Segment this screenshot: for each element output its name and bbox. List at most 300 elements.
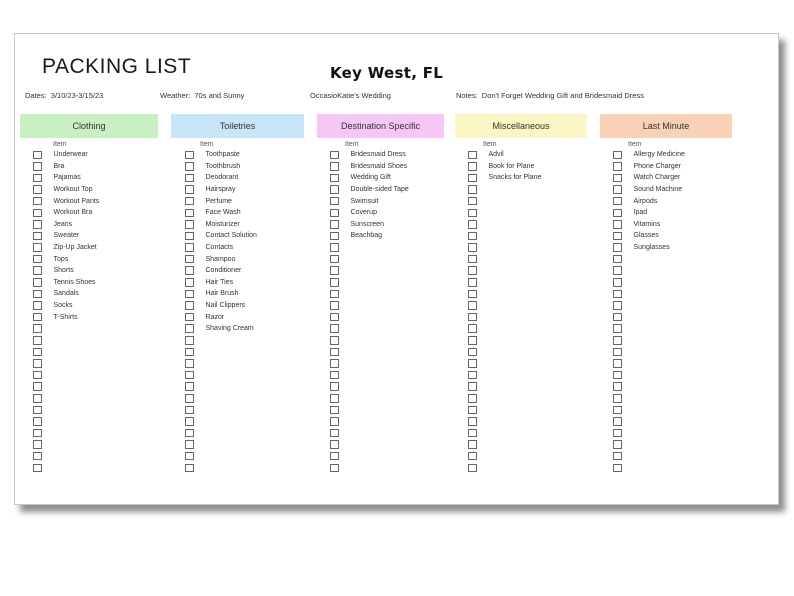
weather-field [160,91,244,100]
checkbox[interactable] [468,417,477,426]
checkbox[interactable] [185,266,194,275]
checkbox[interactable] [330,290,339,299]
item-label: Sunglasses [633,244,670,252]
checkbox[interactable] [33,429,42,438]
checkbox[interactable] [468,464,477,473]
item-label: Shampoo [205,255,236,263]
checkbox[interactable] [468,220,477,229]
checkbox[interactable] [468,394,477,403]
checklist-row [613,358,732,370]
checklist-row [33,219,158,231]
checklist-row [185,265,304,277]
checkbox[interactable] [33,220,42,229]
item-label: Workout Pants [53,197,100,205]
checkbox[interactable] [185,371,194,380]
checkbox[interactable] [468,243,477,252]
item-label: Bra [53,162,65,170]
item-label: Razor [205,313,225,321]
checkbox[interactable] [468,382,477,391]
checklist-row [185,184,304,196]
checkbox[interactable] [330,394,339,403]
checkbox[interactable] [330,452,339,461]
weather-value: 70s and Sunny [194,91,245,100]
checklist-row [330,323,444,335]
checkbox[interactable] [185,313,194,322]
checkbox[interactable] [185,464,194,473]
checkbox[interactable] [185,278,194,287]
checklist-row [330,161,444,173]
checklist-row [330,439,444,451]
checkbox[interactable] [468,324,477,333]
item-label: Vitamins [633,220,661,228]
checkbox[interactable] [613,151,622,160]
column-heading-miscellaneous: Miscellaneous [455,114,587,138]
checkbox[interactable] [33,348,42,357]
checkbox[interactable] [613,174,622,183]
checklist-row [33,439,158,451]
checklist-row [613,184,732,196]
checklist-row [468,462,587,474]
checklist-row [613,392,732,404]
checkbox[interactable] [33,371,42,380]
checklist-row [613,195,732,207]
checklist-row [330,184,444,196]
checklist-row [468,335,587,347]
checklist-row [330,335,444,347]
checkbox[interactable] [330,162,339,171]
checkbox[interactable] [330,209,339,218]
checkbox[interactable] [613,429,622,438]
checkbox[interactable] [468,197,477,206]
checkbox[interactable] [613,452,622,461]
checkbox[interactable] [613,336,622,345]
item-header: Item [345,141,359,148]
checklist-row [468,219,587,231]
item-label: Underwear [53,151,88,159]
checklist-row [33,288,158,300]
checklist-row [330,392,444,404]
checkbox[interactable] [468,209,477,218]
item-label: Allergy Medicine [633,151,685,159]
checklist-row [33,427,158,439]
checklist-row [33,358,158,370]
item-label: Swimsuit [350,197,379,205]
checkbox[interactable] [185,301,194,310]
checkbox[interactable] [468,301,477,310]
checkbox[interactable] [330,417,339,426]
checkbox[interactable] [33,382,42,391]
checkbox[interactable] [33,185,42,194]
checkbox[interactable] [33,151,42,160]
item-label: Ipad [633,209,648,217]
column-toiletries [171,114,304,474]
checklist-row [185,427,304,439]
checklist-row [468,427,587,439]
checkbox[interactable] [330,464,339,473]
checklist-row [468,161,587,173]
checkbox[interactable] [185,185,194,194]
checkbox[interactable] [185,429,194,438]
checkbox[interactable] [613,394,622,403]
checklist-row [330,358,444,370]
checklist-row [185,450,304,462]
checklist-row [613,450,732,462]
checkbox[interactable] [33,324,42,333]
checklist-row [330,149,444,161]
item-label: Face Wash [205,209,241,217]
checkbox[interactable] [33,243,42,252]
checkbox[interactable] [468,371,477,380]
checklist-row [330,462,444,474]
checklist-row [185,381,304,393]
checkbox[interactable] [468,278,477,287]
checkbox[interactable] [613,209,622,218]
checklist-row [613,253,732,265]
checklist-row [33,207,158,219]
column-heading-clothing: Clothing [20,114,158,138]
item-label: Hair Brush [205,290,239,298]
item-label: Pajamas [53,174,81,182]
checklist-row [330,346,444,358]
checklist-row [330,207,444,219]
checklist-row [33,242,158,254]
checkbox[interactable] [613,440,622,449]
checklist-row [185,161,304,173]
checklist-row [613,219,732,231]
checkbox[interactable] [330,371,339,380]
checkbox[interactable] [185,324,194,333]
checklist-row [613,369,732,381]
checkbox[interactable] [185,394,194,403]
checkbox[interactable] [33,197,42,206]
checkbox[interactable] [185,255,194,264]
checkbox[interactable] [468,174,477,183]
checklist-row [33,161,158,173]
checklist-row [33,300,158,312]
item-label: Toothpaste [205,151,240,159]
checklist-row [468,392,587,404]
checklist-row [33,369,158,381]
checkbox[interactable] [330,197,339,206]
checklist-row [468,300,587,312]
item-label: Contact Solution [205,232,257,240]
checklist-destination-specific [317,149,444,474]
item-label: Contacts [205,244,234,252]
checklist-row [468,450,587,462]
checkbox[interactable] [330,151,339,160]
checklist-row [330,381,444,393]
checkbox[interactable] [33,174,42,183]
checkbox[interactable] [468,336,477,345]
checklist-row [613,427,732,439]
item-label: Workout Top [53,186,93,194]
checklist-row [468,346,587,358]
occasion-field [310,91,391,100]
checklist-row [330,288,444,300]
checklist-row [468,265,587,277]
checkbox[interactable] [185,220,194,229]
checklist-row [33,335,158,347]
checklist-row [185,242,304,254]
checkbox[interactable] [33,336,42,345]
checkbox[interactable] [468,348,477,357]
checkbox[interactable] [33,417,42,426]
checkbox[interactable] [613,162,622,171]
checkbox[interactable] [33,278,42,287]
checklist-row [185,149,304,161]
checkbox[interactable] [613,232,622,241]
checkbox[interactable] [33,440,42,449]
checklist-row [185,358,304,370]
item-label: Coverup [350,209,377,217]
checkbox[interactable] [185,232,194,241]
checkbox[interactable] [468,313,477,322]
checkbox[interactable] [33,301,42,310]
checkbox[interactable] [468,151,477,160]
checklist-row [185,230,304,242]
checklist-row [330,300,444,312]
checkbox[interactable] [468,406,477,415]
item-label: Socks [53,302,73,310]
occasion-label: Occasio [310,91,338,100]
checkbox[interactable] [613,324,622,333]
checklist-row [33,253,158,265]
item-label: Jeans [53,220,73,228]
checklist-row [330,416,444,428]
checkbox[interactable] [613,406,622,415]
checklist-row [468,149,587,161]
checkbox[interactable] [468,266,477,275]
checkbox[interactable] [613,255,622,264]
checkbox[interactable] [33,394,42,403]
checkbox[interactable] [468,429,477,438]
checkbox[interactable] [468,255,477,264]
item-label: Bridesmaid Shoes [350,162,408,170]
item-label: Phone Charger [633,162,681,170]
checkbox[interactable] [330,278,339,287]
checklist-row [613,416,732,428]
checklist-row [613,230,732,242]
item-label: Workout Bra [53,209,93,217]
checklist-row [185,195,304,207]
item-label: Glasses [633,232,659,240]
checklist-row [33,195,158,207]
checklist-row [33,277,158,289]
checklist-row [613,149,732,161]
checkbox[interactable] [330,324,339,333]
checkbox[interactable] [330,174,339,183]
checklist-row [468,439,587,451]
checkbox[interactable] [185,209,194,218]
checkbox[interactable] [330,243,339,252]
checkbox[interactable] [33,232,42,241]
checklist-row [468,404,587,416]
checkbox[interactable] [613,266,622,275]
checklist-row [613,381,732,393]
checklist-row [33,230,158,242]
checkbox[interactable] [33,290,42,299]
checkbox[interactable] [330,406,339,415]
checkbox[interactable] [330,301,339,310]
checkbox[interactable] [468,232,477,241]
dates-value: 3/10/23-3/15/23 [50,91,104,100]
checkbox[interactable] [613,313,622,322]
checklist-row [33,462,158,474]
checkbox[interactable] [613,359,622,368]
page-title: PACKING LIST [42,55,192,78]
checkbox[interactable] [330,313,339,322]
item-label: Perfume [205,197,232,205]
checkbox[interactable] [185,359,194,368]
checklist-row [468,230,587,242]
item-header: Item [53,141,67,148]
checklist-row [468,288,587,300]
checkbox[interactable] [33,452,42,461]
checklist-row [330,253,444,265]
checkbox[interactable] [330,382,339,391]
item-label: Shaving Cream [205,325,254,333]
checklist-row [330,242,444,254]
checklist-row [613,335,732,347]
checkbox[interactable] [33,266,42,275]
dates-field [25,91,103,100]
checklist-row [330,230,444,242]
checkbox[interactable] [613,464,622,473]
checklist-row [330,450,444,462]
checkbox[interactable] [613,243,622,252]
checklist-clothing [20,149,158,474]
checkbox[interactable] [33,209,42,218]
item-label: Double-sided Tape [350,186,409,194]
checkbox[interactable] [33,255,42,264]
checkbox[interactable] [185,151,194,160]
checkbox[interactable] [33,406,42,415]
item-label: Airpods [633,197,658,205]
checkbox[interactable] [468,452,477,461]
item-label: Shorts [53,267,74,275]
checkbox[interactable] [185,452,194,461]
checklist-row [330,427,444,439]
checkbox[interactable] [185,162,194,171]
item-label: Toothbrush [205,162,241,170]
checkbox[interactable] [468,185,477,194]
checkbox[interactable] [613,278,622,287]
checkbox[interactable] [33,359,42,368]
checkbox[interactable] [330,348,339,357]
notes-value: Don't Forget Wedding Gift and Bridesmaid Dress [481,91,644,100]
checkbox[interactable] [330,336,339,345]
checklist-row [330,172,444,184]
checkbox[interactable] [613,197,622,206]
item-label: Sunscreen [350,220,384,228]
checkbox[interactable] [613,371,622,380]
column-destination-specific [317,114,444,474]
checklist-row [613,462,732,474]
checkbox[interactable] [330,266,339,275]
checkbox[interactable] [330,440,339,449]
item-label: Bridesmaid Dress [350,151,406,159]
checklist-row [468,323,587,335]
checkbox[interactable] [330,185,339,194]
checklist-row [468,381,587,393]
item-label: Snacks for Plane [488,174,542,182]
checkbox[interactable] [330,255,339,264]
checkbox[interactable] [33,464,42,473]
checkbox[interactable] [185,406,194,415]
item-label: Watch Charger [633,174,681,182]
checklist-row [33,381,158,393]
checklist-row [185,439,304,451]
checkbox[interactable] [185,243,194,252]
checklist-row [613,207,732,219]
checklist-row [330,195,444,207]
checkbox[interactable] [185,290,194,299]
checkbox[interactable] [185,336,194,345]
checklist-row [468,311,587,323]
item-label: Tops [53,255,69,263]
checkbox[interactable] [185,440,194,449]
checklist-row [185,219,304,231]
checkbox[interactable] [613,417,622,426]
checklist-row [468,184,587,196]
checkbox[interactable] [468,359,477,368]
checkbox[interactable] [468,162,477,171]
checklist-row [33,323,158,335]
checkbox[interactable] [613,348,622,357]
checkbox[interactable] [185,382,194,391]
checkbox[interactable] [185,174,194,183]
checklist-row [185,335,304,347]
checkbox[interactable] [330,429,339,438]
checkbox[interactable] [33,313,42,322]
item-label: Zip-Up Jacket [53,244,97,252]
checkbox[interactable] [33,162,42,171]
item-label: Beachbag [350,232,383,240]
checklist-row [468,369,587,381]
checkbox[interactable] [330,220,339,229]
checkbox[interactable] [468,440,477,449]
checklist-row [185,311,304,323]
checklist-row [185,253,304,265]
checkbox[interactable] [330,232,339,241]
checkbox[interactable] [468,290,477,299]
checkbox[interactable] [613,185,622,194]
checkbox[interactable] [613,301,622,310]
item-header: Item [628,141,642,148]
checklist-row [33,172,158,184]
checklist-row [185,392,304,404]
checklist-row [330,404,444,416]
item-label: Nail Clippers [205,302,246,310]
item-label: Hairspray [205,186,236,194]
checkbox[interactable] [330,359,339,368]
checkbox[interactable] [613,382,622,391]
checklist-row [613,242,732,254]
checklist-row [468,277,587,289]
checklist-row [613,277,732,289]
checkbox[interactable] [613,220,622,229]
checklist-row [33,392,158,404]
checklist-row [185,369,304,381]
checklist-row [613,265,732,277]
checkbox[interactable] [185,197,194,206]
checkbox[interactable] [185,348,194,357]
checkbox[interactable] [185,417,194,426]
item-label: T-Shirts [53,313,78,321]
checkbox[interactable] [613,290,622,299]
checklist-row [33,450,158,462]
dates-label: Dates: [25,91,47,100]
